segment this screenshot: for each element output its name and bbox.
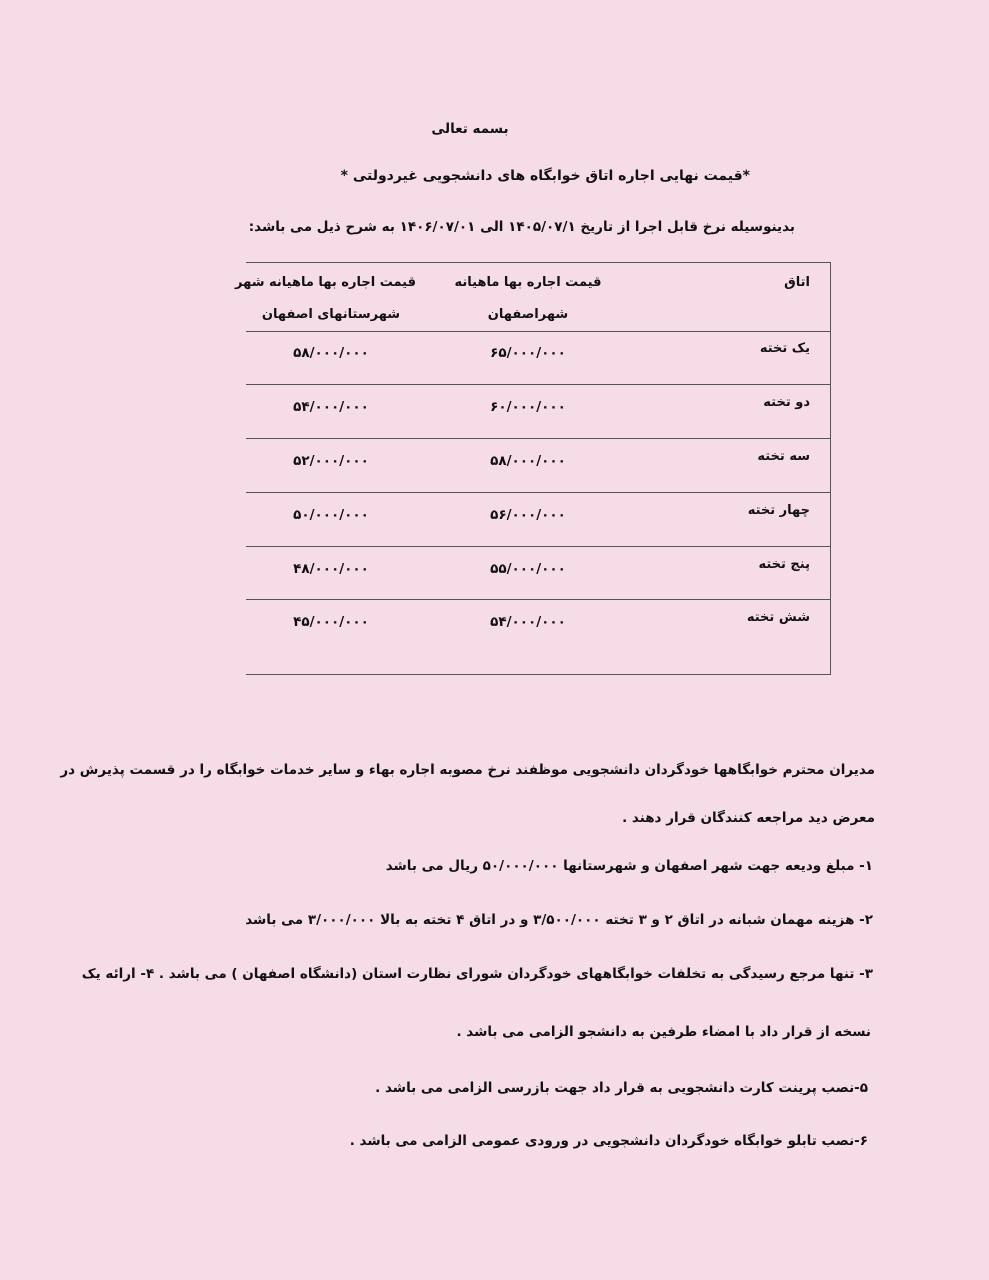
table-row-room: دو تخته xyxy=(763,395,810,410)
table-row-other-price: ۴۸/۰۰۰/۰۰۰ xyxy=(293,561,369,577)
table-row-other-price: ۵۸/۰۰۰/۰۰۰ xyxy=(293,345,369,361)
table-row-room: سه تخته xyxy=(757,449,810,464)
list-item-3-line1: ۳- تنها مرجع رسیدگی به تخلفات خوابگاههای خودگردان شورای نظارت استان (دانشگاه اصفهان ) می باشد . ۴- ارائه یک xyxy=(81,966,873,982)
row-divider xyxy=(246,492,830,493)
table-row-other-price: ۵۰/۰۰۰/۰۰۰ xyxy=(293,507,369,523)
row-divider xyxy=(246,438,830,439)
table-row-isfahan-price: ۵۶/۰۰۰/۰۰۰ xyxy=(490,507,566,523)
list-item-3-line2: نسخه از قرار داد با امضاء طرفین به دانشجو الزامی می باشد . xyxy=(456,1024,871,1040)
row-divider xyxy=(246,384,830,385)
header-other-line1: قیمت اجاره بها ماهیانه شهر xyxy=(235,275,416,290)
list-item-2: ۲- هزینه مهمان شبانه در اتاق ۲ و ۳ تخته ۳/۵۰۰/۰۰۰ و در اتاق ۴ تخته به بالا ۳/۰۰۰/۰۰۰ می باشد xyxy=(245,912,873,928)
table-row-other-price: ۴۵/۰۰۰/۰۰۰ xyxy=(293,614,369,630)
table-row-room: پنج تخته xyxy=(758,557,810,572)
list-item-6: ۶-نصب تابلو خوابگاه خودگردان دانشجویی در ورودی عمومی الزامی می باشد . xyxy=(349,1133,868,1149)
document-title: *قیمت نهایی اجاره اتاق خوابگاه های دانشجویی غیردولتی * xyxy=(340,168,750,184)
header-isfahan-line2: شهراصفهان xyxy=(487,307,569,322)
table-row-isfahan-price: ۶۰/۰۰۰/۰۰۰ xyxy=(490,399,566,415)
table-row-other-price: ۵۲/۰۰۰/۰۰۰ xyxy=(293,453,369,469)
list-item-1: ۱- مبلغ ودیعه جهت شهر اصفهان و شهرستانها ۵۰/۰۰۰/۰۰۰ ریال می باشد xyxy=(385,858,873,874)
row-divider xyxy=(246,546,830,547)
row-divider xyxy=(246,331,830,332)
header-isfahan-line1: قیمت اجاره بها ماهیانه xyxy=(454,275,602,290)
row-divider xyxy=(246,599,830,600)
notice-paragraph-line1: مدیران محترم خوابگاهها خودگردان دانشجویی موظفند نرخ مصوبه اجاره بهاء و سایر خدمات خوابگاه را در قسمت پذیرش در xyxy=(60,762,875,778)
header-room: اتاق xyxy=(784,275,810,290)
notice-paragraph-line2: معرض دید مراجعه کنندگان قرار دهند . xyxy=(622,810,875,826)
table-row-room: چهار تخته xyxy=(747,503,810,518)
document-heading: بسمه تعالی xyxy=(431,121,509,137)
list-item-5: ۵-نصب پرینت کارت دانشجویی به قرار داد جهت بازرسی الزامی می باشد . xyxy=(375,1080,868,1096)
table-row-room: یک تخته xyxy=(759,341,810,356)
table-row-room: شش تخته xyxy=(746,610,810,625)
table-row-isfahan-price: ۵۴/۰۰۰/۰۰۰ xyxy=(490,614,566,630)
table-row-isfahan-price: ۵۵/۰۰۰/۰۰۰ xyxy=(490,561,566,577)
table-row-isfahan-price: ۵۸/۰۰۰/۰۰۰ xyxy=(490,453,566,469)
table-row-other-price: ۵۴/۰۰۰/۰۰۰ xyxy=(293,399,369,415)
table-row-isfahan-price: ۶۵/۰۰۰/۰۰۰ xyxy=(490,345,566,361)
intro-text: بدینوسیله نرخ قابل اجرا از تاریخ ۱۴۰۵/۰۷/۱ الی ۱۴۰۶/۰۷/۰۱ به شرح ذیل می باشد: xyxy=(248,219,795,235)
price-table xyxy=(235,262,831,675)
header-other-line2: شهرستانهای اصفهان xyxy=(261,307,401,322)
